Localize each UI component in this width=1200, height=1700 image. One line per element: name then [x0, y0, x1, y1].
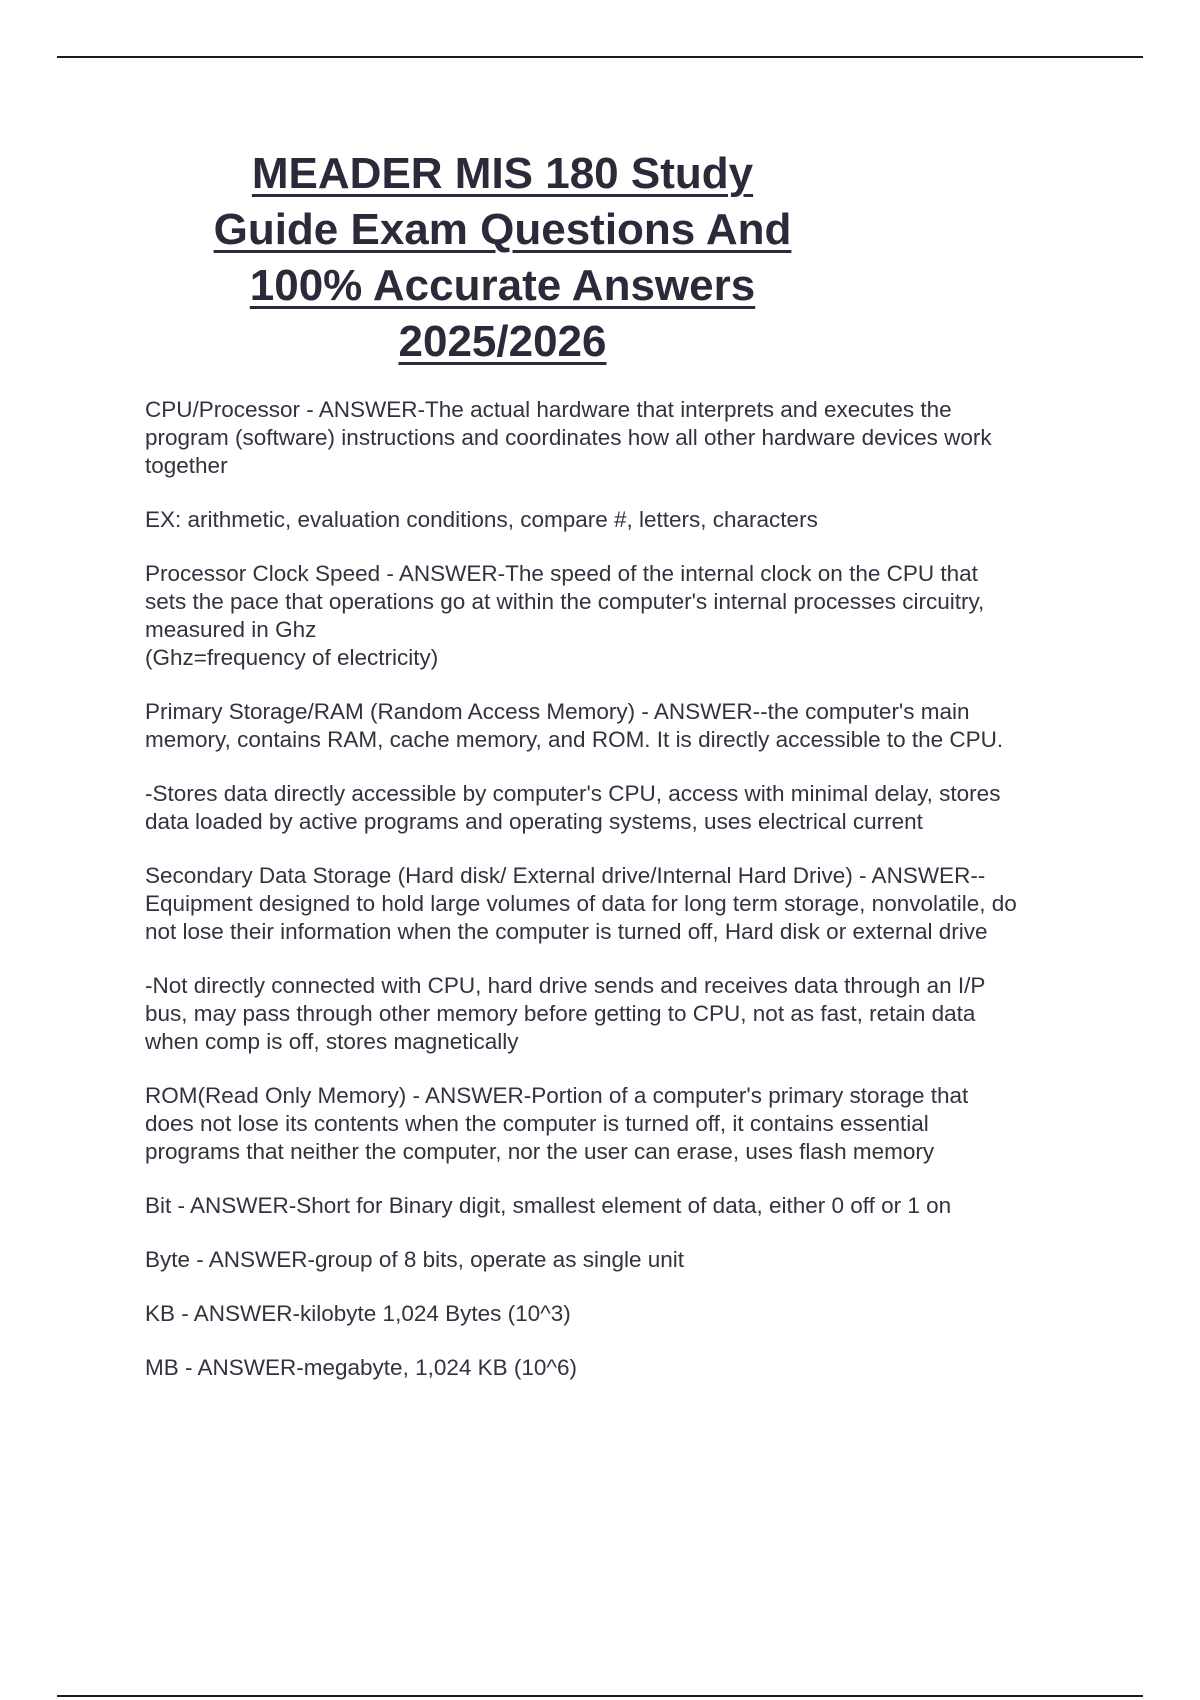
study-entry — [145, 1300, 1090, 1328]
study-entry — [145, 862, 1090, 946]
study-entry — [145, 560, 1090, 672]
study-entry — [145, 1082, 1090, 1166]
entry-line: KB - ANSWER-kilobyte 1,024 Bytes (10^3) — [145, 1301, 571, 1326]
entry-line: memory, contains RAM, cache memory, and ROM. It is directly accessible to the CPU. — [145, 727, 1004, 752]
study-entry — [145, 1354, 1090, 1382]
title-line: MEADER MIS 180 Study — [251, 149, 754, 198]
entry-line: measured in Ghz — [145, 617, 317, 642]
entry-line: does not lose its contents when the computer is turned off, it contains essential — [145, 1111, 929, 1136]
entry-line: Secondary Data Storage (Hard disk/ External drive/Internal Hard Drive) - ANSWER-- — [145, 863, 986, 888]
study-entry — [145, 1246, 1090, 1274]
entry-line: programs that neither the computer, nor the user can erase, uses flash memory — [145, 1139, 935, 1164]
bottom-divider — [57, 1695, 1143, 1697]
study-entry — [145, 698, 1090, 754]
title-line: 100% Accurate Answers — [249, 261, 756, 310]
entry-line: bus, may pass through other memory before getting to CPU, not as fast, retain data — [145, 1001, 976, 1026]
title-line: 2025/2026 — [398, 317, 607, 366]
entry-line: program (software) instructions and coordinates how all other hardware devices work — [145, 425, 992, 450]
document-title — [150, 146, 855, 370]
entry-line: when comp is off, stores magnetically — [145, 1029, 519, 1054]
entry-line: ROM(Read Only Memory) - ANSWER-Portion of a computer's primary storage that — [145, 1083, 969, 1108]
study-entry — [145, 1192, 1090, 1220]
entry-line: Bit - ANSWER-Short for Binary digit, smallest element of data, either 0 off or 1 on — [145, 1193, 952, 1218]
entry-line: CPU/Processor - ANSWER-The actual hardware that interprets and executes the — [145, 397, 952, 422]
entry-line: Primary Storage/RAM (Random Access Memory) - ANSWER--the computer's main — [145, 699, 970, 724]
study-entry — [145, 780, 1090, 836]
entry-line: MB - ANSWER-megabyte, 1,024 KB (10^6) — [145, 1355, 577, 1380]
title-line: Guide Exam Questions And — [213, 205, 792, 254]
entry-line: data loaded by active programs and operating systems, uses electrical current — [145, 809, 923, 834]
study-entries — [145, 396, 1090, 1408]
entry-line: EX: arithmetic, evaluation conditions, compare #, letters, characters — [145, 507, 818, 532]
entry-line: -Not directly connected with CPU, hard drive sends and receives data through an I/P — [145, 973, 986, 998]
study-entry — [145, 972, 1090, 1056]
study-entry — [145, 506, 1090, 534]
entry-line: (Ghz=frequency of electricity) — [145, 645, 439, 670]
entry-line: sets the pace that operations go at within the computer's internal processes circuitry, — [145, 589, 985, 614]
entry-line: -Stores data directly accessible by computer's CPU, access with minimal delay, stores — [145, 781, 1001, 806]
entry-line: not lose their information when the computer is turned off, Hard disk or external drive — [145, 919, 988, 944]
entry-line: together — [145, 453, 228, 478]
study-entry — [145, 396, 1090, 480]
entry-line: Processor Clock Speed - ANSWER-The speed of the internal clock on the CPU that — [145, 561, 978, 586]
entry-line: Byte - ANSWER-group of 8 bits, operate as single unit — [145, 1247, 685, 1272]
entry-line: Equipment designed to hold large volumes of data for long term storage, nonvolatile, do — [145, 891, 1017, 916]
top-divider — [57, 56, 1143, 58]
